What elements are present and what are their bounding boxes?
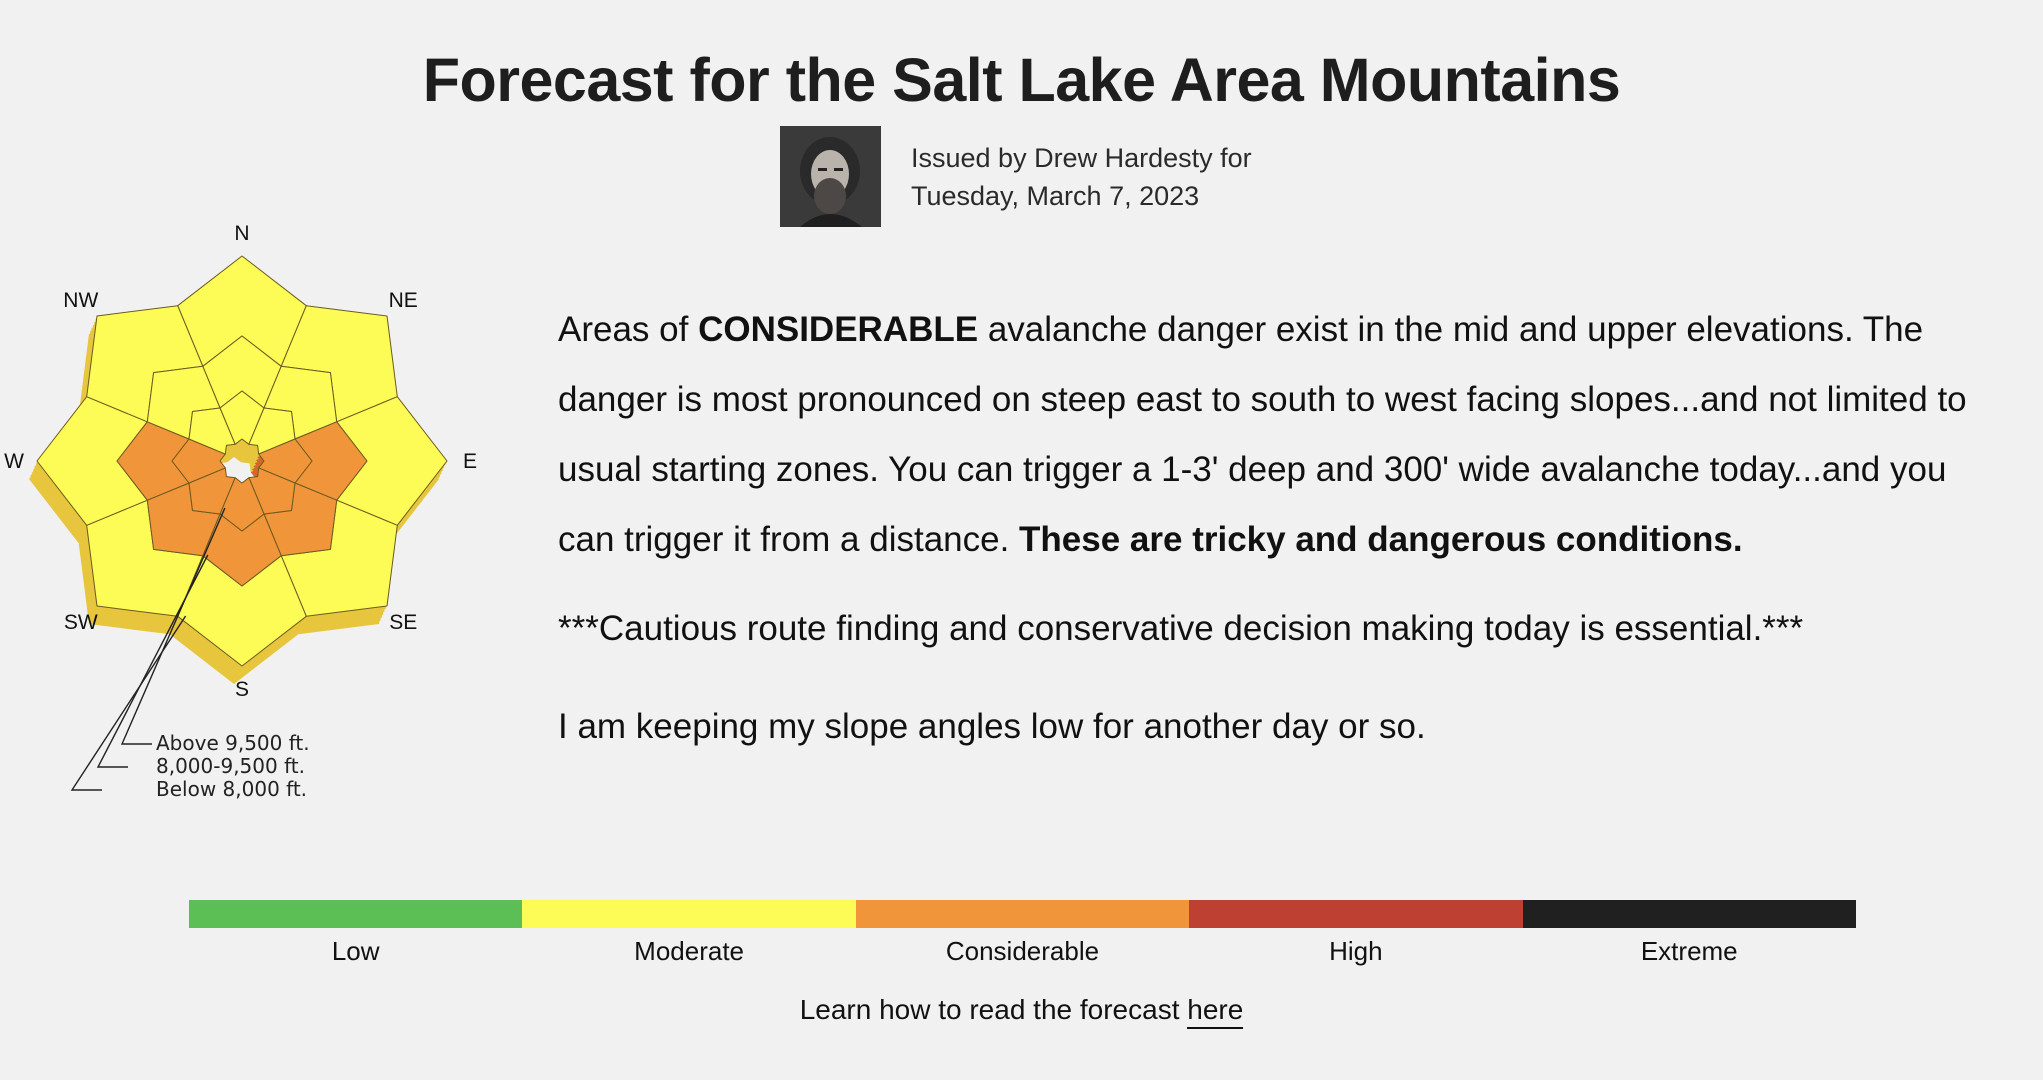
danger-scale-legend xyxy=(189,900,1856,967)
scale-item-considerable xyxy=(856,900,1189,967)
scale-label: High xyxy=(1329,936,1383,966)
scale-item-high xyxy=(1189,900,1522,967)
summary-paragraph-1: Areas of CONSIDERABLE avalanche danger exist in the mid and upper elevations. The danger is most pronounced on steep east to south to west facing slopes...and not limited to usual starting zones. You can trigger a 1-3' deep and 300' wide avalanche today...and you can trigger it from a distance. These are tricky and dangerous conditions. xyxy=(558,310,1967,559)
direction-label-e: E xyxy=(462,450,478,473)
issued-date-line: Tuesday, March 7, 2023 xyxy=(911,180,1200,211)
direction-label-nw: NW xyxy=(63,288,99,312)
summary-paragraph-3: I am keeping my slope angles low for another day or so. xyxy=(558,707,1426,746)
learn-how-line: Learn how to read the forecast here xyxy=(0,994,2043,1026)
danger-level-emphasis: CONSIDERABLE xyxy=(698,310,979,349)
danger-rose xyxy=(0,222,540,830)
scale-item-moderate xyxy=(522,900,855,967)
scale-bar-considerable xyxy=(856,900,1189,928)
bottom-line-summary xyxy=(558,295,2008,751)
issued-block xyxy=(780,126,1252,227)
scale-bar-low xyxy=(189,900,522,928)
learn-here-link[interactable]: here xyxy=(1187,994,1243,1029)
scale-bar-high xyxy=(1189,900,1522,928)
scale-bar-moderate xyxy=(522,900,855,928)
elevation-label-lower: Below 8,000 ft. xyxy=(156,777,308,801)
direction-label-s: S xyxy=(234,678,250,701)
elevation-label-mid: 8,000-9,500 ft. xyxy=(156,754,305,778)
forecaster-avatar xyxy=(780,126,881,227)
elevation-label-upper: Above 9,500 ft. xyxy=(156,731,310,755)
direction-label-se: SE xyxy=(389,611,418,635)
page-title: Forecast for the Salt Lake Area Mountains xyxy=(422,46,1621,114)
warning-emphasis: These are tricky and dangerous conditions. xyxy=(1019,520,1743,559)
scale-label: Moderate xyxy=(634,936,744,966)
direction-label-n: N xyxy=(234,222,250,245)
scale-label: Considerable xyxy=(945,936,1100,966)
scale-bar-extreme xyxy=(1523,900,1856,928)
scale-item-extreme xyxy=(1523,900,1856,967)
danger-rose-graphic xyxy=(0,222,540,830)
summary-paragraph-2: ***Cautious route finding and conservative decision making today is essential.*** xyxy=(558,609,1804,648)
direction-label-ne: NE xyxy=(388,288,418,312)
direction-label-w: W xyxy=(4,450,24,473)
direction-label-sw: SW xyxy=(63,611,98,635)
issued-by-line: Issued by Drew Hardesty for xyxy=(911,142,1252,173)
scale-label: Extreme xyxy=(1640,936,1738,966)
scale-item-low xyxy=(189,900,522,967)
scale-label: Low xyxy=(331,936,380,966)
